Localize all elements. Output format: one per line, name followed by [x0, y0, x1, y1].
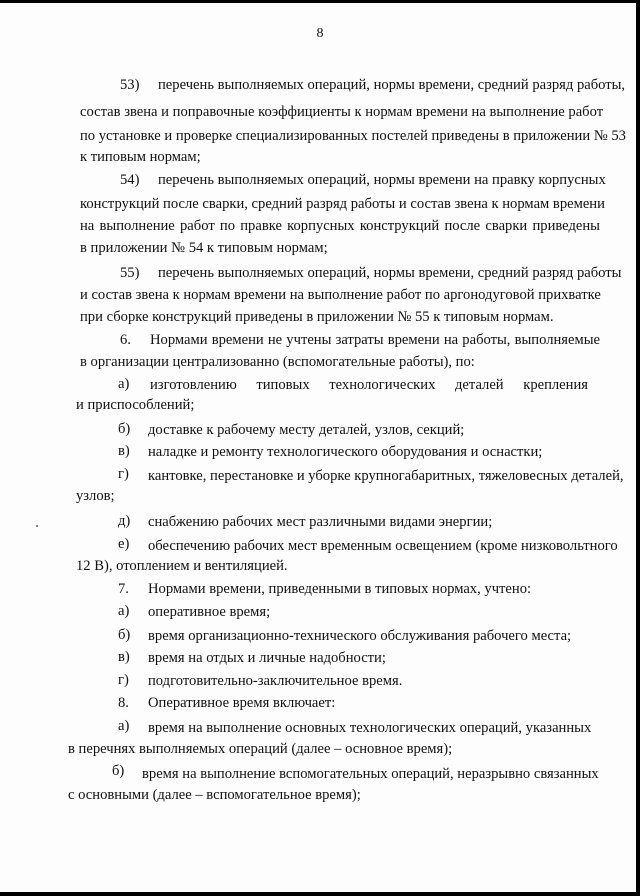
item-label: 8. [118, 695, 129, 711]
scan-edge-bottom [0, 892, 640, 896]
text-line: и приспособлений; [76, 397, 195, 413]
item-label: 6. [120, 332, 131, 348]
item-label: а) [118, 376, 130, 392]
item-label: г) [118, 466, 129, 482]
text-line: перечень выполняемых операций, нормы времени, средний разряд работы, [158, 77, 626, 93]
text-line: наладке и ремонту технологического оборудования и оснастки; [148, 444, 543, 460]
text-line: время на выполнение вспомогательных операций, неразрывно связанных [142, 766, 599, 782]
text-line: конструкций после сварки, средний разряд работы и состав звена к нормам времени [80, 196, 605, 212]
text-line: 12 В), отоплением и вентиляцией. [76, 558, 288, 574]
item-label: 53) [120, 77, 140, 93]
scan-edge-top [0, 0, 640, 3]
text-line: узлов; [76, 488, 115, 504]
text-line: время организационно-технического обслуживания рабочего места; [148, 628, 572, 644]
text-line: в приложении № 54 к типовым нормам; [80, 240, 328, 256]
text-line: Оперативное время включает: [148, 695, 336, 711]
item-label: е) [118, 536, 130, 552]
item-label: 7. [118, 581, 129, 597]
text-line: оперативное время; [148, 604, 271, 620]
text-line: время на выполнение основных технологических операций, указанных [148, 720, 592, 736]
text-line: доставке к рабочему месту деталей, узлов, секций; [148, 422, 465, 438]
text-line: на выполнение работ по правке корпусных конструкций после сварки приведены [80, 218, 600, 234]
text-line: подготовительно-заключительное время. [148, 673, 403, 689]
text-line: с основными (далее – вспомогательное время); [68, 787, 361, 803]
item-label: а) [118, 718, 130, 734]
text-line: в организации централизованно (вспомогательные работы), по: [80, 354, 475, 370]
item-label: г) [118, 672, 129, 688]
text-line: при сборке конструкций приведены в приложении № 55 к типовым нормам. [80, 309, 554, 325]
text-line: в перечнях выполняемых операций (далее – основное время); [68, 741, 453, 757]
item-label: 55) [120, 265, 140, 281]
text-line: по установке и проверке специализированных постелей приведены в приложении № 53 [80, 128, 626, 144]
text-line: перечень выполняемых операций, нормы времени на правку корпусных [158, 172, 606, 188]
text-line: к типовым нормам; [80, 149, 201, 165]
text-line: состав звена и поправочные коэффициенты к нормам времени на выполнение работ [80, 104, 604, 120]
page-number: 8 [316, 26, 324, 41]
text-line: перечень выполняемых операций, нормы времени, средний разряд работы [158, 265, 622, 281]
scan-speck [36, 525, 38, 527]
text-line: изготовлению типовых технологических деталей крепления [150, 377, 588, 393]
text-line: обеспечению рабочих мест временным освещением (кроме низковольтного [148, 538, 618, 554]
item-label: в) [118, 649, 130, 665]
text-line: Нормами времени, приведенными в типовых нормах, учтено: [148, 581, 532, 597]
item-label: в) [118, 443, 130, 459]
item-label: а) [118, 603, 130, 619]
item-label: б) [118, 421, 131, 437]
item-label: б) [112, 763, 125, 779]
text-line: и состав звена к нормам времени на выполнение работ по аргонодуговой прихватке [80, 287, 601, 303]
item-label: 54) [120, 172, 140, 188]
item-label: д) [118, 513, 131, 529]
text-line: снабжению рабочих мест различными видами энергии; [148, 514, 493, 530]
item-label: б) [118, 627, 131, 643]
text-line: Нормами времени не учтены затраты времени на работы, выполняемые [150, 332, 600, 348]
text-line: кантовке, перестановке и уборке крупногабаритных, тяжеловесных деталей, [148, 468, 624, 484]
text-line: время на отдых и личные надобности; [148, 650, 386, 666]
